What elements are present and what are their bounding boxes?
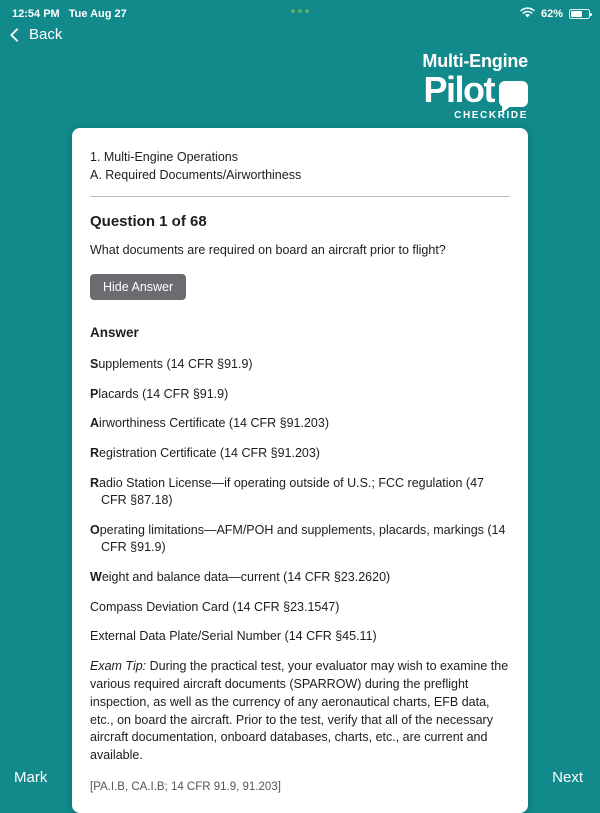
answer-item: Compass Deviation Card (14 CFR §23.1547) <box>90 599 340 614</box>
logo-line1: Multi-Engine <box>422 51 528 71</box>
answer-item: Airworthiness Certificate (14 CFR §91.203) <box>90 416 329 431</box>
exam-tip <box>90 658 510 765</box>
chevron-left-icon <box>10 27 24 41</box>
bottom-bar <box>14 769 583 786</box>
question-header: Question 1 of 68 <box>90 213 207 231</box>
divider <box>90 196 510 197</box>
answer-item: Operating limitations—AFM/POH and supplements, placards, markings (14 CFR §91.9) <box>90 522 506 554</box>
answer-item: Placards (14 CFR §91.9) <box>90 386 229 401</box>
app-logo <box>422 52 528 121</box>
hide-answer-button[interactable]: Hide Answer <box>90 274 186 300</box>
status-date: Tue Aug 27 <box>68 8 127 20</box>
answer-list <box>90 356 510 646</box>
section-number-title: 1. Multi-Engine Operations <box>90 150 238 164</box>
multitasking-handle[interactable] <box>291 9 309 13</box>
logo-line3: CHECKRIDE <box>454 110 528 121</box>
exam-tip-label: Exam Tip: <box>90 659 147 674</box>
exam-tip-text: During the practical test, your evaluator may wish to examine the various required aircraft documents (SPARROW) during the preflight inspection, as well as the currency of any aeronautical charts, EFB data, etc., on board the aircraft. Prior to the test, verify that all of the necessary aircraft documentation, onboard databases, charts, etc., are current and available. <box>90 659 509 763</box>
answer-item: External Data Plate/Serial Number (14 CFR §45.11) <box>90 629 377 644</box>
status-left <box>12 8 127 20</box>
previous-button[interactable]: Previous <box>457 769 517 786</box>
speech-bubble-icon <box>499 81 528 107</box>
answer-item: Weight and balance data—current (14 CFR §23.2620) <box>90 569 391 584</box>
status-time: 12:54 PM <box>12 8 60 20</box>
next-button[interactable]: Next <box>552 769 583 786</box>
back-label: Back <box>29 26 63 43</box>
logo-line2: Pilot <box>423 69 494 110</box>
wifi-icon <box>520 7 535 21</box>
answer-item: Radio Station License—if operating outside of U.S.; FCC regulation (47 CFR §87.18) <box>90 476 484 508</box>
back-button[interactable] <box>12 26 62 43</box>
status-right <box>520 7 590 21</box>
answer-item: Supplements (14 CFR §91.9) <box>90 356 253 371</box>
battery-percent: 62% <box>540 8 563 20</box>
section-letter-title: A. Required Documents/Airworthiness <box>90 168 302 183</box>
question-card <box>72 128 528 813</box>
answer-header: Answer <box>90 324 139 340</box>
battery-fill <box>571 11 582 17</box>
battery-icon <box>569 9 590 19</box>
question-text: What documents are required on board an aircraft prior to flight? <box>90 243 446 258</box>
answer-item: Registration Certificate (14 CFR §91.203) <box>90 446 320 461</box>
mark-button[interactable]: Mark <box>14 769 48 786</box>
acs-reference: [PA.I.B, CA.I.B; 14 CFR 91.9, 91.203] <box>90 780 281 793</box>
